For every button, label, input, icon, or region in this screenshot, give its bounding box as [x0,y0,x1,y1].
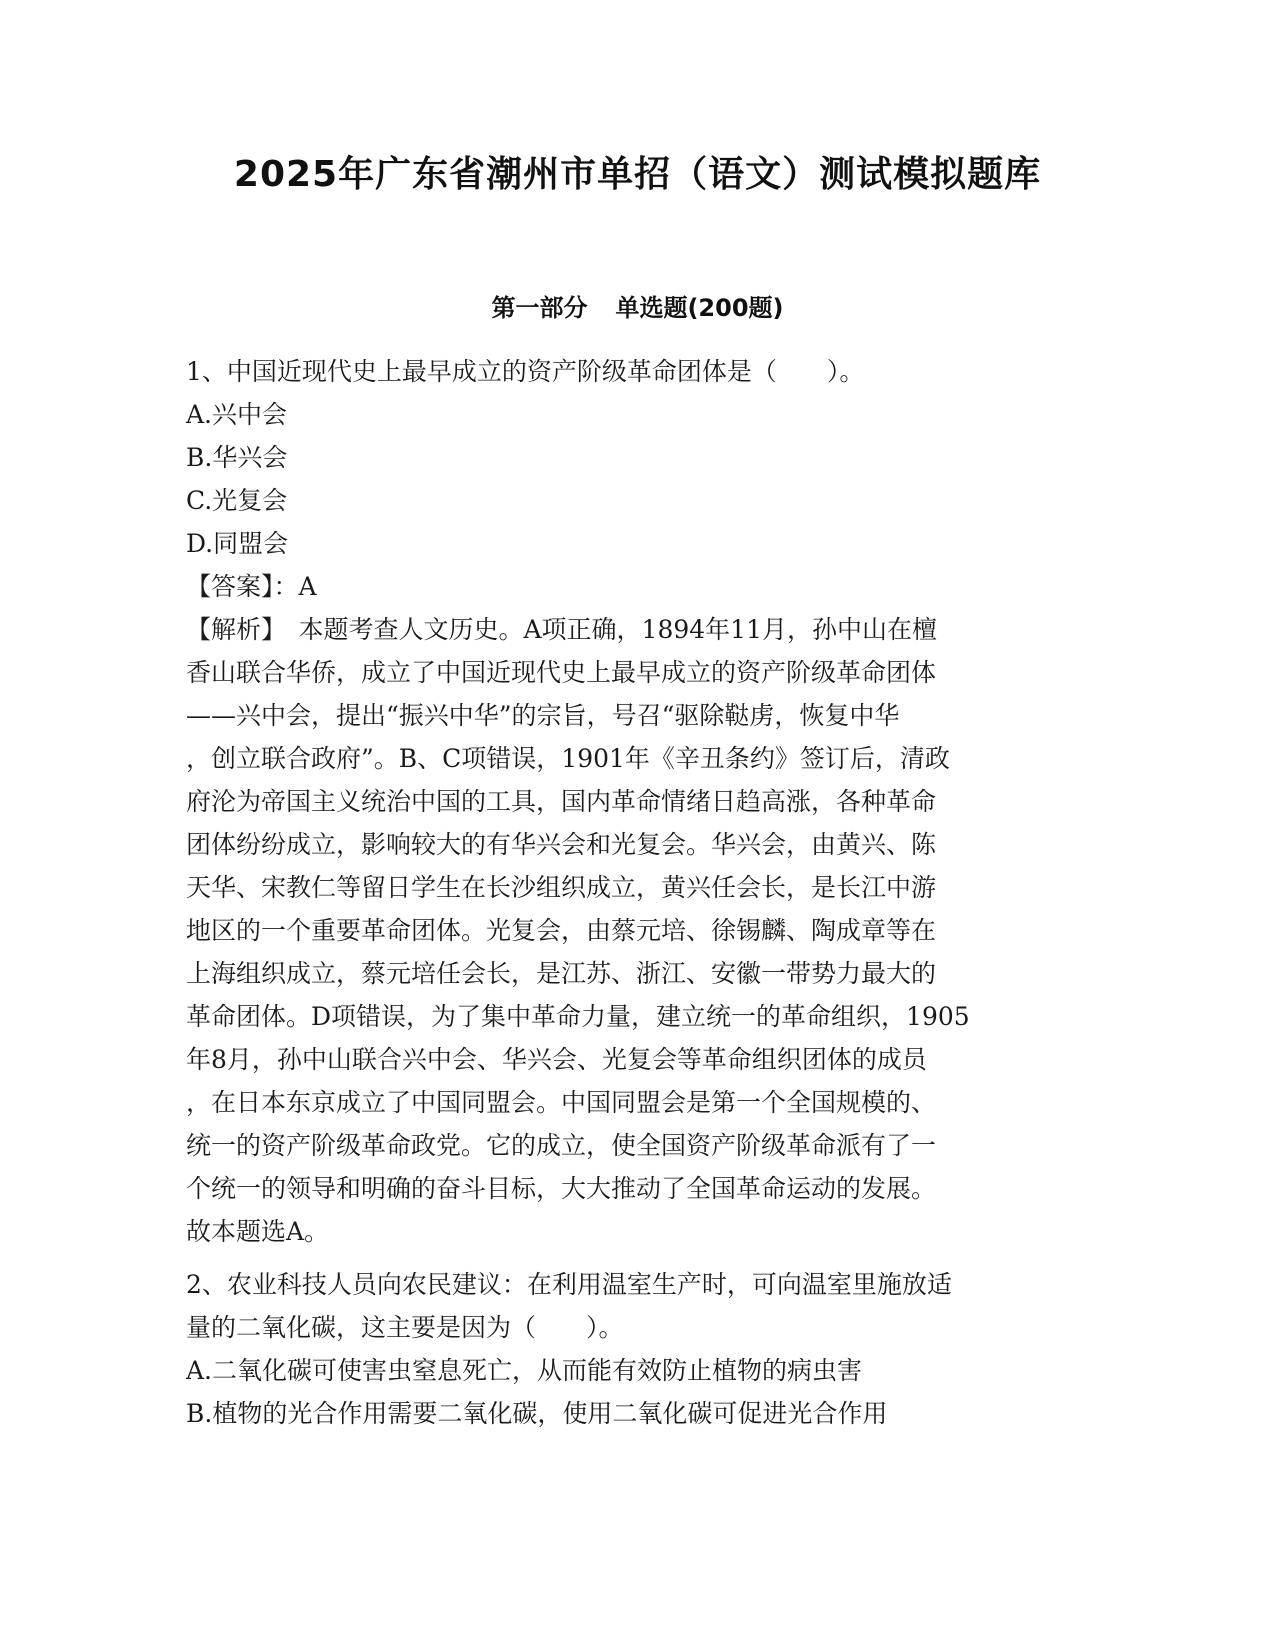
answer: 【答案】：A [186,572,317,601]
analysis-line: ，在日本东京成立了中国同盟会。中国同盟会是第一个全国规模的、 [186,1088,937,1117]
question-stem: 1、中国近现代史上最早成立的资产阶级革命团体是（ ）。 [186,357,865,386]
analysis-line: 革命团体。D项错误，为了集中革命力量，建立统一的革命组织，1905 [186,1002,970,1031]
option-b: B.华兴会 [186,443,288,472]
analysis-line: 年8月，孙中山联合兴中会、华兴会、光复会等革命组织团体的成员 [186,1045,927,1074]
analysis-line: 天华、宋教仁等留日学生在长沙组织成立，黄兴任会长，是长江中游 [186,873,937,902]
question-stem: 2、农业科技人员向农民建议：在利用温室生产时，可向温室里施放适 [186,1270,952,1299]
analysis-line: 府沦为帝国主义统治中国的工具，国内革命情绪日趋高涨，各种革命 [186,787,937,816]
option-b: B.植物的光合作用需要二氧化碳，使用二氧化碳可促进光合作用 [186,1399,888,1428]
document-title: 2025年广东省潮州市单招（语文）测试模拟题库 [233,154,1042,195]
section-part: 第一部分 [491,294,588,322]
question-list [186,350,1086,1435]
option-a: A.兴中会 [186,400,288,429]
analysis-line: ——兴中会，提出“振兴中华”的宗旨，号召“驱除鞑虏，恢复中华 [186,701,900,730]
option-c: C.光复会 [186,486,288,515]
analysis [186,608,1086,1253]
question-2 [186,1263,1086,1435]
analysis-line: 地区的一个重要革命团体。光复会，由蔡元培、徐锡麟、陶成章等在 [186,916,937,945]
analysis-line: 统一的资产阶级革命政党。它的成立，使全国资产阶级革命派有了一 [186,1131,937,1160]
section-heading [0,288,1275,323]
analysis-line: 【解析】 本题考查人文历史。A项正确，1894年11月，孙中山在檀 [186,615,937,644]
option-d: D.同盟会 [186,529,289,558]
analysis-line: 上海组织成立，蔡元培任会长，是江苏、浙江、安徽一带势力最大的 [186,959,937,988]
question-stem: 量的二氧化碳，这主要是因为（ ）。 [186,1313,624,1342]
analysis-line: 故本题选A。 [186,1217,330,1246]
analysis-line: ，创立联合政府”。B、C项错误，1901年《辛丑条约》签订后，清政 [186,744,950,773]
analysis-line: 个统一的领导和明确的奋斗目标，大大推动了全国革命运动的发展。 [186,1174,937,1203]
option-a: A.二氧化碳可使害虫窒息死亡，从而能有效防止植物的病虫害 [186,1356,863,1385]
analysis-line: 香山联合华侨，成立了中国近现代史上最早成立的资产阶级革命团体 [186,658,937,687]
question-1 [186,350,1086,1253]
analysis-line: 团体纷纷成立，影响较大的有华兴会和光复会。华兴会，由黄兴、陈 [186,830,937,859]
section-name: 单选题(200题) [615,294,784,322]
